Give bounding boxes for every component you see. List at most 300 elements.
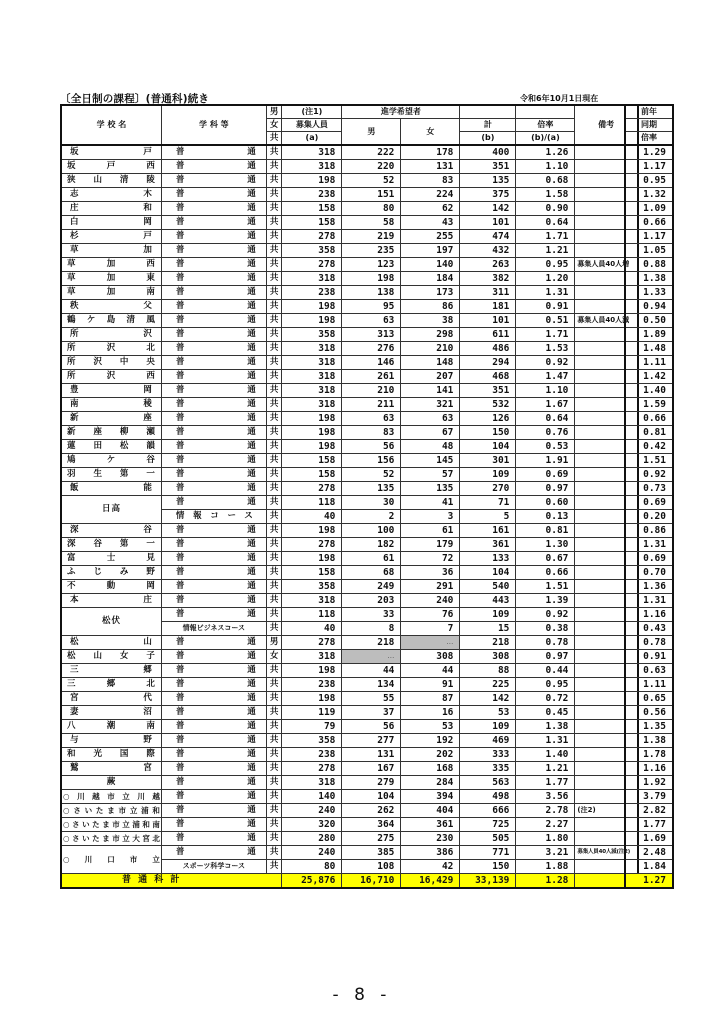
school-name: 庄和 [61, 202, 161, 216]
ratio: 0.81 [516, 524, 575, 538]
male-applicants: 138 [342, 286, 401, 300]
gender-type: 共 [266, 314, 282, 328]
course-name: 普通 [161, 650, 266, 664]
gender-type: 共 [266, 692, 282, 706]
total-applicants: 563 [460, 776, 516, 790]
total-applicants: 382 [460, 272, 516, 286]
recruit-count: 318 [282, 145, 342, 160]
course-name: 普通 [161, 258, 266, 272]
table-row [625, 174, 673, 188]
table-row [61, 454, 638, 468]
female-applicants: 178 [401, 145, 460, 160]
header-ratio-0 [516, 105, 575, 119]
header-recruit: 募集人員 [282, 119, 342, 132]
table-row [61, 440, 638, 454]
course-name: 普通 [161, 608, 266, 622]
previous-ratio: 1.51 [625, 454, 673, 468]
previous-ratio: 0.20 [625, 510, 673, 524]
recruit-count: 318 [282, 370, 342, 384]
female-applicants: 62 [401, 202, 460, 216]
table-row [625, 300, 673, 314]
table-row [625, 384, 673, 398]
female-applicants: 44 [401, 664, 460, 678]
male-applicants: 276 [342, 342, 401, 356]
female-applicants: 131 [401, 160, 460, 174]
table-row [625, 566, 673, 580]
female-applicants: 404 [401, 804, 460, 818]
male-applicants: 182 [342, 538, 401, 552]
recruit-count: 238 [282, 748, 342, 762]
gender-type: 共 [266, 468, 282, 482]
course-name: 普通 [161, 342, 266, 356]
school-name: ○さいたま市立浦和南 [61, 818, 161, 832]
school-name: ふじみ野 [61, 566, 161, 580]
course-name: 情報ビジネスコース [161, 622, 266, 636]
course-name: 普通 [161, 566, 266, 580]
total-label: 普 通 科 計 [61, 874, 282, 889]
male-applicants: 262 [342, 804, 401, 818]
ratio: 1.88 [516, 860, 575, 874]
male-applicants: 275 [342, 832, 401, 846]
ratio: 1.51 [516, 580, 575, 594]
previous-ratio: 0.73 [625, 482, 673, 496]
previous-ratio: 1.09 [625, 202, 673, 216]
header-ratio-formula: (b)/(a) [516, 132, 575, 146]
school-name: ○ 川 口 市 立 [61, 846, 161, 874]
table-row [625, 720, 673, 734]
recruit-count: 158 [282, 566, 342, 580]
recruit-count: 80 [282, 860, 342, 874]
total-applicants: 443 [460, 594, 516, 608]
previous-ratio: 1.92 [625, 776, 673, 790]
gender-type: 共 [266, 678, 282, 692]
header-ratio: 倍率 [516, 119, 575, 132]
table-row [625, 286, 673, 300]
previous-ratio: 1.31 [625, 594, 673, 608]
table-row [625, 636, 673, 650]
ratio: 0.13 [516, 510, 575, 524]
table-row [625, 832, 673, 846]
table-row [61, 664, 638, 678]
gender-type: 共 [266, 524, 282, 538]
male-applicants: 364 [342, 818, 401, 832]
table-row [625, 594, 673, 608]
total-female: 16,429 [401, 874, 460, 889]
school-name: 松伏 [61, 608, 161, 636]
male-applicants: 203 [342, 594, 401, 608]
school-name: 新座 [61, 412, 161, 426]
gender-type: 共 [266, 818, 282, 832]
total-applicants: 218 [460, 636, 516, 650]
course-name: 普通 [161, 524, 266, 538]
table-row [625, 510, 673, 524]
female-applicants: 86 [401, 300, 460, 314]
male-applicants: 167 [342, 762, 401, 776]
previous-ratio: 1.35 [625, 720, 673, 734]
female-applicants: 48 [401, 440, 460, 454]
total-applicants: 142 [460, 202, 516, 216]
female-applicants: 42 [401, 860, 460, 874]
gender-type: 共 [266, 846, 282, 860]
male-applicants: 146 [342, 356, 401, 370]
total-applicants: 375 [460, 188, 516, 202]
ratio: 3.21 [516, 846, 575, 860]
course-name: 普通 [161, 300, 266, 314]
recruit-count: 318 [282, 342, 342, 356]
school-name: 志木 [61, 188, 161, 202]
table-row [61, 734, 638, 748]
table-row [625, 860, 673, 874]
school-name: 狭山清陵 [61, 174, 161, 188]
course-name: 普通 [161, 482, 266, 496]
table-row [625, 145, 673, 160]
previous-ratio: 0.43 [625, 622, 673, 636]
gender-type: 共 [266, 244, 282, 258]
table-row [61, 342, 638, 356]
table-row [61, 706, 638, 720]
gender-type: 共 [266, 188, 282, 202]
previous-ratio: 0.66 [625, 412, 673, 426]
course-name: 普通 [161, 145, 266, 160]
previous-ratio: 0.66 [625, 216, 673, 230]
gender-type: 共 [266, 272, 282, 286]
course-name: 普通 [161, 202, 266, 216]
female-applicants: 63 [401, 412, 460, 426]
ratio: 2.27 [516, 818, 575, 832]
total-applicants: 270 [460, 482, 516, 496]
total-applicants: 432 [460, 244, 516, 258]
male-applicants: 135 [342, 482, 401, 496]
female-applicants: 16 [401, 706, 460, 720]
female-applicants: 386 [401, 846, 460, 860]
table-row [61, 720, 638, 734]
gender-type: 共 [266, 860, 282, 874]
female-applicants: 36 [401, 566, 460, 580]
table-row [61, 286, 638, 300]
ratio: 1.77 [516, 776, 575, 790]
total-applicants: 133 [460, 552, 516, 566]
male-applicants: 131 [342, 748, 401, 762]
course-name: 普通 [161, 846, 266, 860]
recruit-count: 198 [282, 300, 342, 314]
gender-type: 共 [266, 174, 282, 188]
gender-type: 共 [266, 790, 282, 804]
ratio: 0.91 [516, 300, 575, 314]
course-name: 普通 [161, 160, 266, 174]
ratio: 0.92 [516, 356, 575, 370]
table-row [625, 692, 673, 706]
recruit-count: 318 [282, 384, 342, 398]
total-applicants: 540 [460, 580, 516, 594]
table-row [625, 356, 673, 370]
table-row [61, 692, 638, 706]
school-name: 秩父 [61, 300, 161, 314]
gender-type: 共 [266, 202, 282, 216]
recruit-count: 238 [282, 678, 342, 692]
table-row [61, 328, 638, 342]
school-name: 白岡 [61, 216, 161, 230]
total-applicants: 53 [460, 706, 516, 720]
recruit-count: 278 [282, 538, 342, 552]
ratio: 1.26 [516, 145, 575, 160]
previous-ratio: 1.38 [625, 734, 673, 748]
course-name: 普通 [161, 552, 266, 566]
previous-ratio: 0.42 [625, 440, 673, 454]
table-row [61, 552, 638, 566]
recruit-count: 238 [282, 286, 342, 300]
recruit-count: 358 [282, 734, 342, 748]
table-row [61, 300, 638, 314]
total-applicants: 486 [460, 342, 516, 356]
gender-type: 共 [266, 580, 282, 594]
gender-type: 共 [266, 496, 282, 510]
previous-ratio: 2.48 [625, 846, 673, 860]
school-name: 南稜 [61, 398, 161, 412]
male-applicants: 108 [342, 860, 401, 874]
table-row [61, 762, 638, 776]
table-row [61, 426, 638, 440]
school-name: 鶴ケ島清風 [61, 314, 161, 328]
table-row [61, 804, 638, 818]
total-previous-ratio: 1.27 [625, 874, 673, 889]
gender-type: 共 [266, 440, 282, 454]
header-gender-3: 共 [266, 132, 282, 146]
ratio: 0.53 [516, 440, 575, 454]
ratio: 0.44 [516, 664, 575, 678]
female-applicants: 230 [401, 832, 460, 846]
school-name: 豊岡 [61, 384, 161, 398]
previous-ratio: 0.88 [625, 258, 673, 272]
male-applicants: 198 [342, 272, 401, 286]
gender-type: 女 [266, 650, 282, 664]
total-applicants: 361 [460, 538, 516, 552]
course-name: 普通 [161, 720, 266, 734]
recruit-count: 278 [282, 762, 342, 776]
table-row [625, 370, 673, 384]
recruit-count: 158 [282, 468, 342, 482]
gender-type: 共 [266, 286, 282, 300]
ratio: 0.72 [516, 692, 575, 706]
female-applicants: 321 [401, 398, 460, 412]
table-row [61, 398, 638, 412]
female-applicants: 38 [401, 314, 460, 328]
school-name: 三郷北 [61, 678, 161, 692]
gender-type: 共 [266, 832, 282, 846]
gender-type: 共 [266, 762, 282, 776]
header-school: 学 校 名 [61, 105, 161, 145]
male-applicants: 2 [342, 510, 401, 524]
male-applicants: 68 [342, 566, 401, 580]
recruit-count: 358 [282, 328, 342, 342]
school-name: ○さいたま市立大宮北 [61, 832, 161, 846]
table-row [625, 468, 673, 482]
previous-ratio: 1.36 [625, 580, 673, 594]
table-row [61, 258, 638, 272]
recruit-count: 318 [282, 776, 342, 790]
school-name: 草加南 [61, 286, 161, 300]
previous-ratio: 2.82 [625, 804, 673, 818]
previous-ratio: 1.59 [625, 398, 673, 412]
gender-type: 共 [266, 622, 282, 636]
ratio: 1.31 [516, 286, 575, 300]
gender-type: 共 [266, 566, 282, 580]
table-row [61, 496, 638, 510]
table-row [61, 580, 638, 594]
school-name: 坂戸 [61, 145, 161, 160]
male-applicants: 58 [342, 216, 401, 230]
female-applicants: 145 [401, 454, 460, 468]
ratio: 1.21 [516, 244, 575, 258]
ratio: 0.97 [516, 482, 575, 496]
table-row [61, 384, 638, 398]
school-name: 深谷 [61, 524, 161, 538]
recruit-count: 198 [282, 314, 342, 328]
female-applicants: 210 [401, 342, 460, 356]
total-applicants: 109 [460, 608, 516, 622]
table-row [61, 748, 638, 762]
table-row [625, 580, 673, 594]
course-name: 普通 [161, 538, 266, 552]
course-name: 普通 [161, 818, 266, 832]
recruit-count: 158 [282, 454, 342, 468]
recruit-count: 318 [282, 398, 342, 412]
previous-ratio: 0.78 [625, 636, 673, 650]
recruit-count: 118 [282, 496, 342, 510]
table-row [61, 482, 638, 496]
table-row [625, 454, 673, 468]
recruit-count: 198 [282, 692, 342, 706]
recruit-count: 278 [282, 258, 342, 272]
previous-ratio: 1.48 [625, 342, 673, 356]
male-applicants: 210 [342, 384, 401, 398]
female-applicants: 255 [401, 230, 460, 244]
previous-ratio: 0.91 [625, 650, 673, 664]
remarks: 募集人員40人減 [575, 314, 638, 328]
total-applicants: 15 [460, 622, 516, 636]
total-applicants: 263 [460, 258, 516, 272]
total-applicants: 225 [460, 678, 516, 692]
table-row [625, 160, 673, 174]
table-row [625, 776, 673, 790]
table-row [625, 762, 673, 776]
total-applicants: 101 [460, 314, 516, 328]
recruit-count: 318 [282, 594, 342, 608]
course-name: 普通 [161, 356, 266, 370]
school-name: 鳩ケ谷 [61, 454, 161, 468]
recruit-count: 198 [282, 440, 342, 454]
header-course: 学 科 等 [161, 105, 266, 145]
header-gender-1: 男 [266, 105, 282, 119]
header-total-1 [460, 105, 516, 119]
table-row [625, 314, 673, 328]
female-applicants: 207 [401, 370, 460, 384]
ratio: 0.76 [516, 426, 575, 440]
previous-ratio: 0.86 [625, 524, 673, 538]
table-row [61, 356, 638, 370]
previous-ratio: 1.89 [625, 328, 673, 342]
previous-ratio: 1.29 [625, 145, 673, 160]
table-row [625, 398, 673, 412]
ratio: 1.71 [516, 328, 575, 342]
header-prev-2: 同期 [625, 119, 673, 132]
header-prev-3: 倍率 [625, 132, 673, 146]
gender-type: 共 [266, 145, 282, 160]
female-applicants: 43 [401, 216, 460, 230]
gender-type: 共 [266, 734, 282, 748]
table-row [625, 440, 673, 454]
previous-ratio: 0.95 [625, 174, 673, 188]
total-applicants: 532 [460, 398, 516, 412]
course-name: スポーツ科学コース [161, 860, 266, 874]
page-number: - 8 - [332, 985, 392, 1005]
total-applicants: 333 [460, 748, 516, 762]
previous-ratio: 1.38 [625, 272, 673, 286]
gender-type: 共 [266, 776, 282, 790]
recruit-count: 358 [282, 244, 342, 258]
course-name: 普通 [161, 762, 266, 776]
ratio: 0.69 [516, 468, 575, 482]
header-male: 男 [342, 119, 401, 146]
previous-ratio: 0.50 [625, 314, 673, 328]
male-applicants: … [342, 650, 401, 664]
recruit-count: 158 [282, 202, 342, 216]
school-name: 所沢北 [61, 342, 161, 356]
table-row [625, 328, 673, 342]
female-applicants: 57 [401, 468, 460, 482]
female-applicants: 67 [401, 426, 460, 440]
total-applicants: 104 [460, 440, 516, 454]
male-applicants: 52 [342, 468, 401, 482]
gender-type: 共 [266, 258, 282, 272]
male-applicants: 80 [342, 202, 401, 216]
female-applicants: 184 [401, 272, 460, 286]
table-row [625, 496, 673, 510]
course-name: 普通 [161, 272, 266, 286]
total-applicants: 104 [460, 566, 516, 580]
previous-ratio: 0.63 [625, 664, 673, 678]
total-applicants: 474 [460, 230, 516, 244]
table-row [625, 818, 673, 832]
gender-type: 共 [266, 384, 282, 398]
total-total: 33,139 [460, 874, 516, 889]
course-name: 普通 [161, 636, 266, 650]
total-applicants: 109 [460, 720, 516, 734]
table-row [625, 412, 673, 426]
recruit-count: 318 [282, 356, 342, 370]
table-row [625, 790, 673, 804]
table-row [625, 426, 673, 440]
gender-type: 共 [266, 552, 282, 566]
table-row [61, 538, 638, 552]
ratio: 1.39 [516, 594, 575, 608]
course-name: 普通 [161, 244, 266, 258]
ratio: 0.60 [516, 496, 575, 510]
male-applicants: 222 [342, 145, 401, 160]
previous-ratio: 1.11 [625, 356, 673, 370]
header-remarks: 備考 [575, 105, 638, 145]
recruit-count: 140 [282, 790, 342, 804]
school-name: 松山女子 [61, 650, 161, 664]
recruit-count: 198 [282, 552, 342, 566]
course-name: 普通 [161, 398, 266, 412]
total-applicants: 161 [460, 524, 516, 538]
course-name: 普通 [161, 440, 266, 454]
table-row [61, 678, 638, 692]
recruit-count: 358 [282, 580, 342, 594]
gender-type: 共 [266, 230, 282, 244]
male-applicants: 95 [342, 300, 401, 314]
table-row [625, 188, 673, 202]
